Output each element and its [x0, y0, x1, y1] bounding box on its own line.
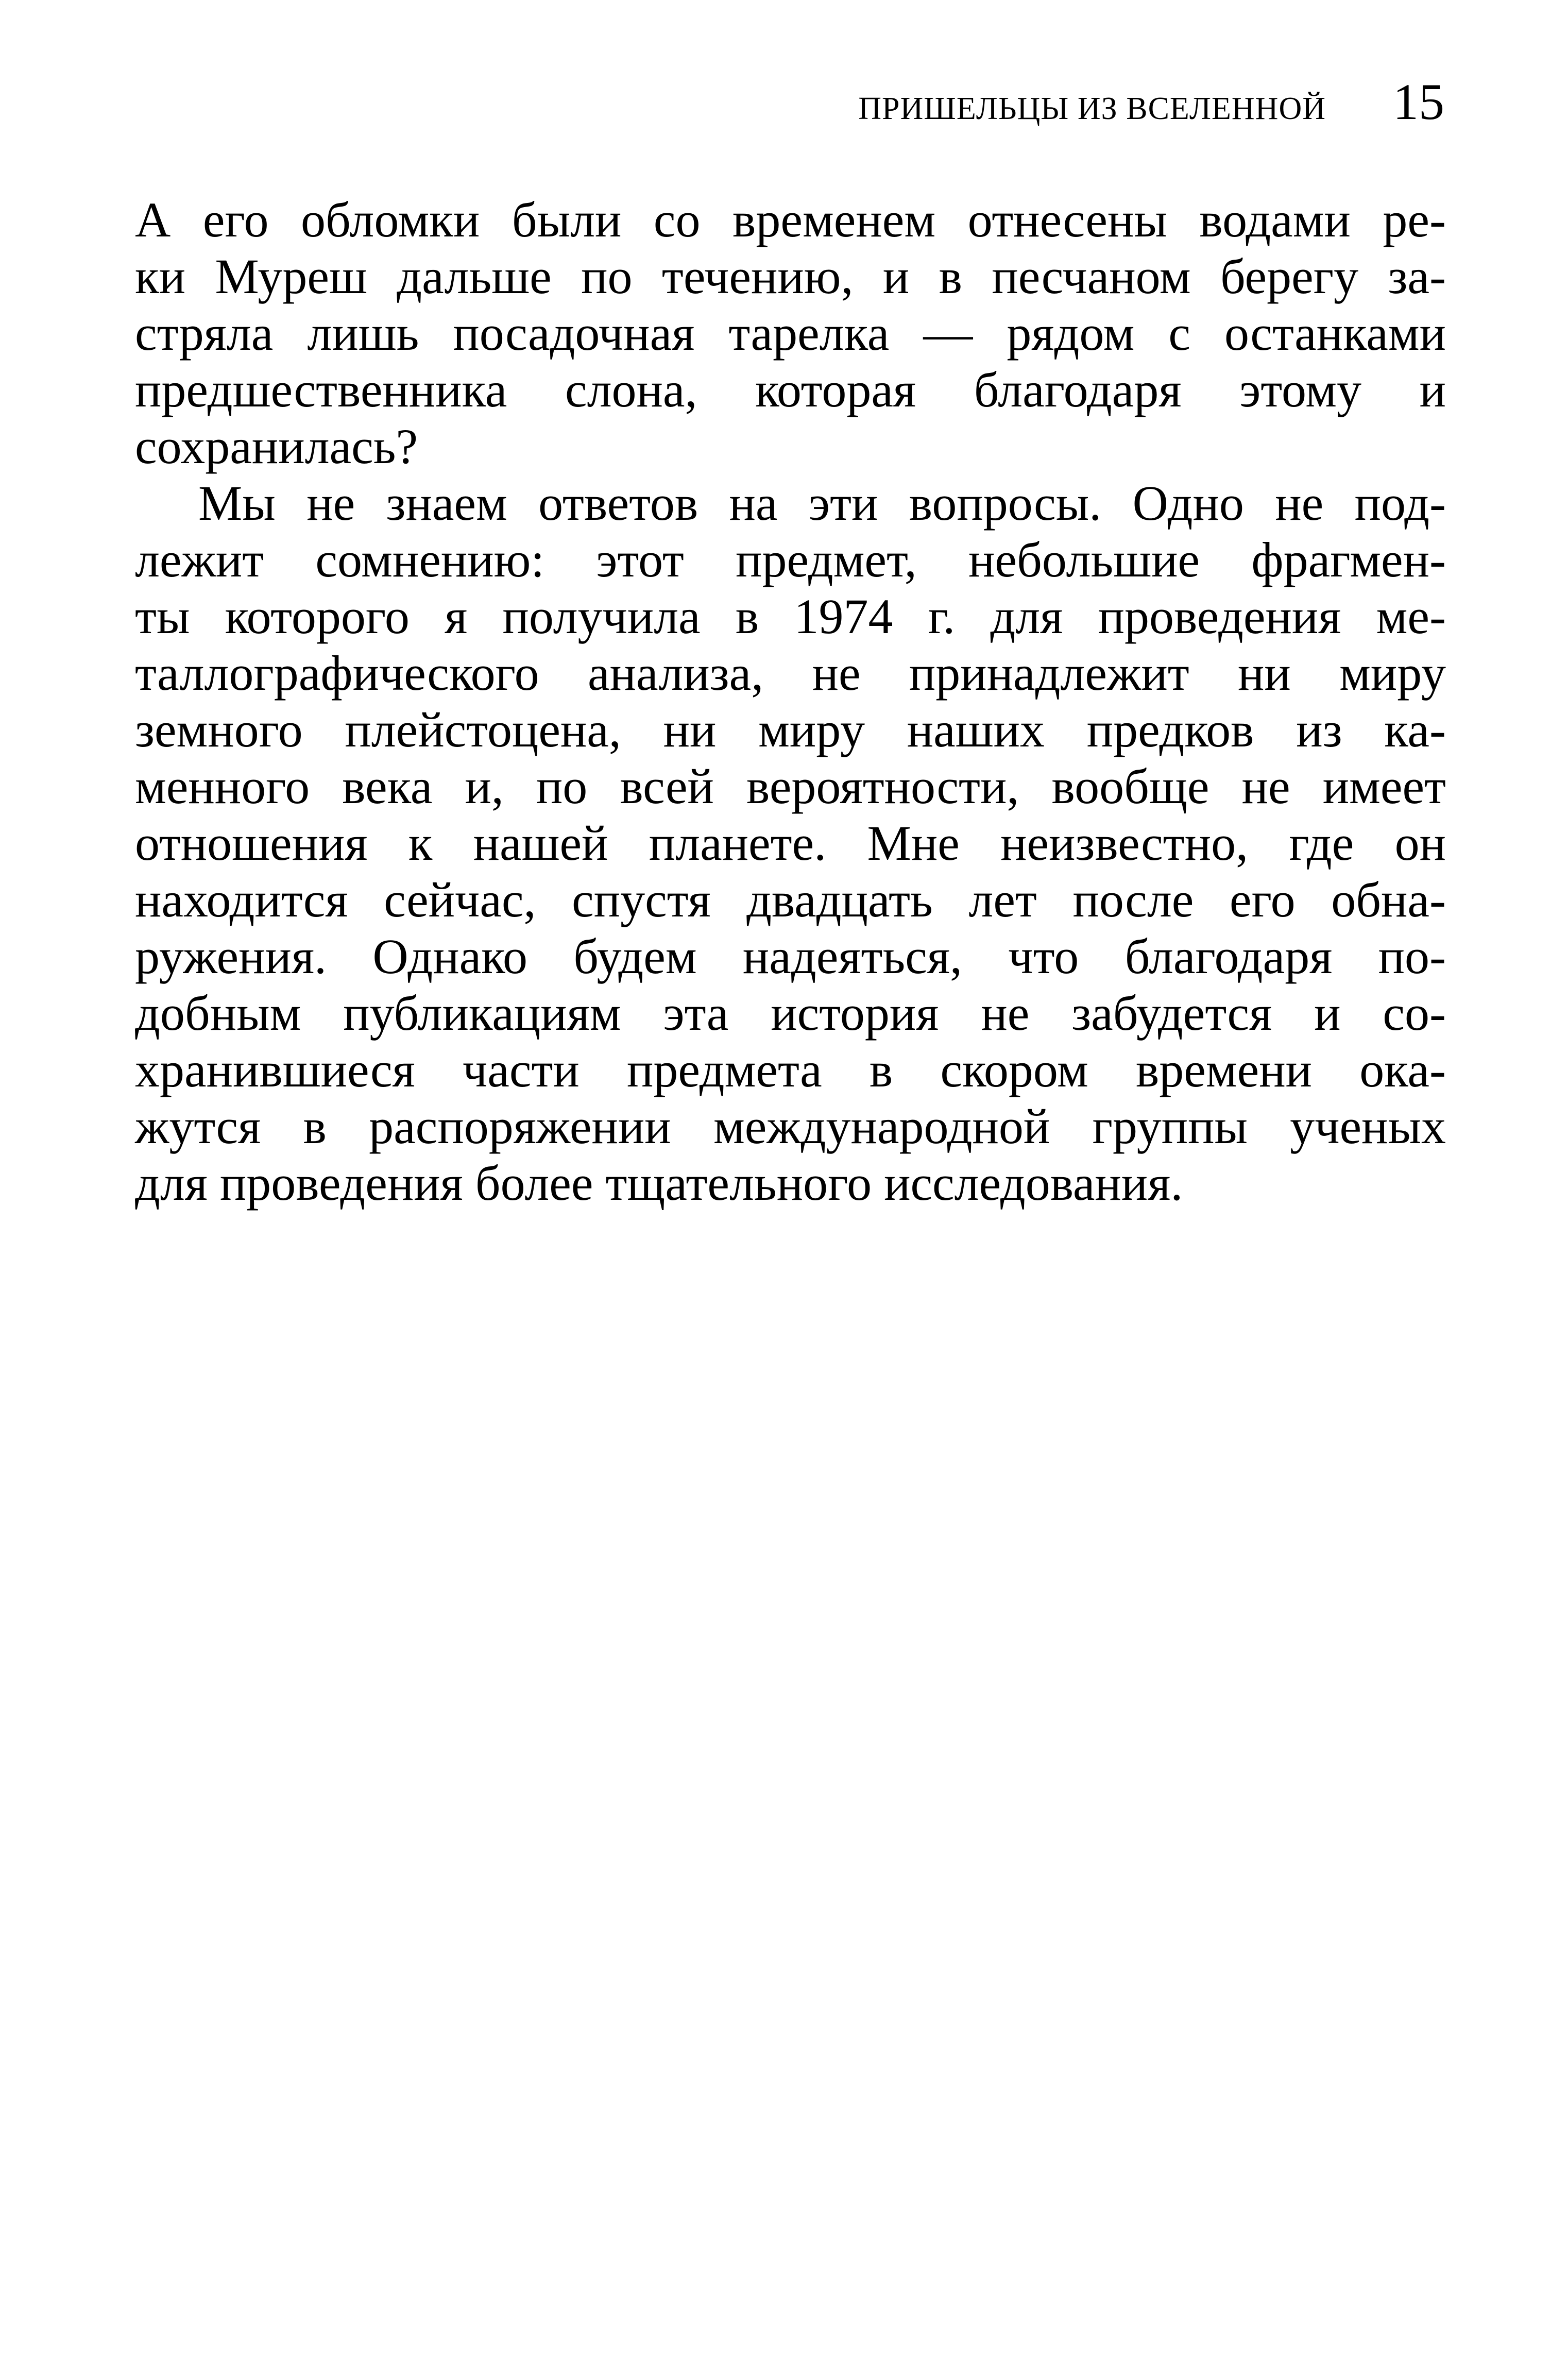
running-title: ПРИШЕЛЬЦЫ ИЗ ВСЕЛЕННОЙ: [858, 91, 1326, 126]
text-line: Мы не знаем ответов на эти вопросы. Одно не под-: [198, 475, 1446, 531]
text-line: хранившиеся части предмета в скором времени ока-: [135, 1042, 1446, 1097]
text-line: предшественника слона, которая благодаря этому и: [135, 362, 1446, 417]
text-line: стряла лишь посадочная тарелка — рядом с останками: [135, 305, 1446, 361]
text-line: земного плейстоцена, ни миру наших предков из ка-: [135, 702, 1446, 757]
text-line: менного века и, по всей вероятности, вообще не имеет: [135, 759, 1446, 814]
text-line: ты которого я получила в 1974 г. для проведения ме-: [135, 589, 1446, 644]
body-text: [135, 192, 1446, 1212]
text-line: отношения к нашей планете. Мне неизвестно, где он: [135, 815, 1446, 871]
text-line: таллографического анализа, не принадлежит ни миру: [135, 645, 1446, 701]
text-line: добным публикациям эта история не забудется и со-: [135, 985, 1446, 1041]
text-line: А его обломки были со временем отнесены водами ре-: [135, 192, 1446, 247]
text-line: находится сейчас, спустя двадцать лет после его обна-: [135, 872, 1446, 927]
text-line: ки Муреш дальше по течению, и в песчаном берегу за-: [135, 249, 1446, 304]
text-line: для проведения более тщательного исследования.: [135, 1155, 1183, 1211]
text-line: жутся в распоряжении международной группы ученых: [135, 1099, 1446, 1154]
text-line: лежит сомнению: этот предмет, небольшие фрагмен-: [135, 532, 1446, 587]
text-line: ружения. Однако будем надеяться, что благодаря по-: [135, 929, 1446, 984]
page-number: 15: [1393, 73, 1444, 130]
text-line: сохранилась?: [135, 419, 418, 474]
running-head: [858, 72, 1444, 131]
